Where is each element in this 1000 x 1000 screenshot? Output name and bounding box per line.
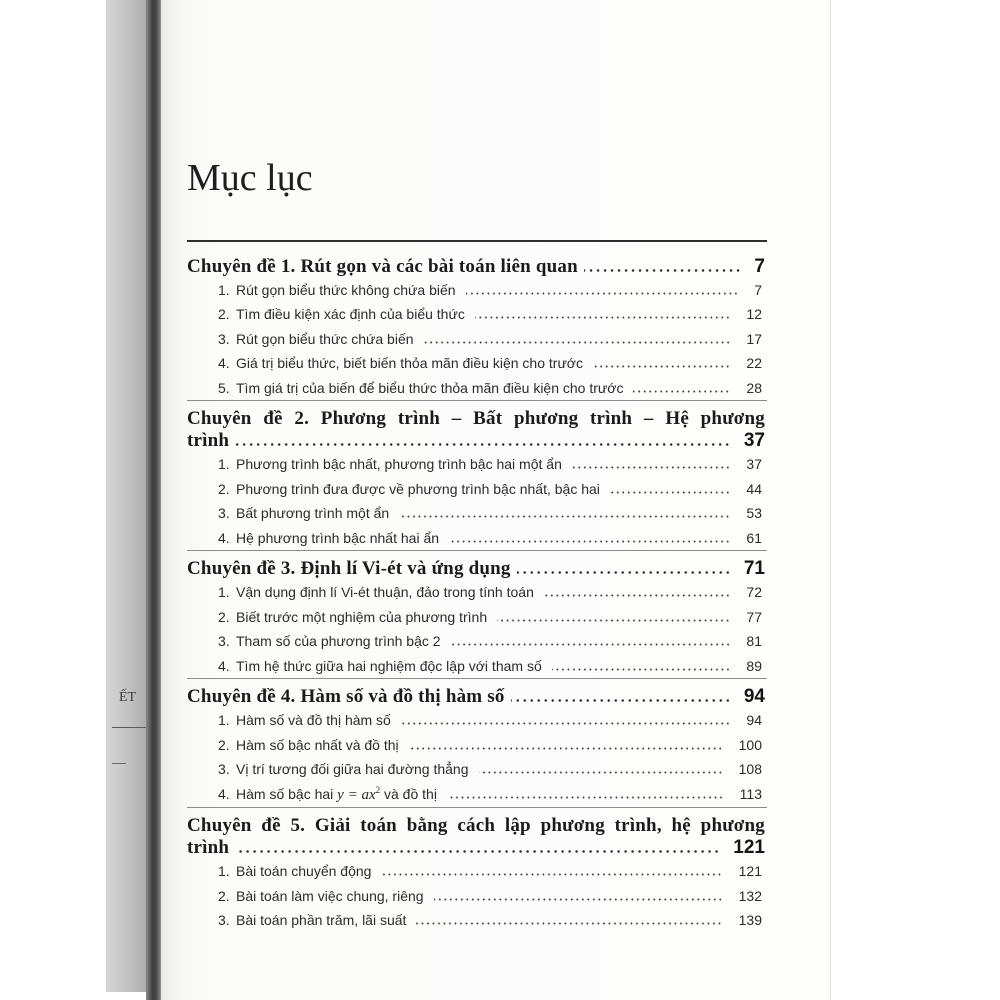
adjacent-page-text: ẾT bbox=[119, 690, 137, 705]
item-title-text-after: và đồ thị bbox=[380, 785, 437, 802]
item-title-text: Hàm số bậc hai bbox=[236, 785, 338, 802]
adjacent-page-rule bbox=[112, 763, 126, 764]
item-page-number: 22 bbox=[746, 355, 762, 371]
item-number: 4. bbox=[218, 355, 230, 371]
toc-item bbox=[187, 733, 767, 758]
toc-item bbox=[187, 708, 767, 733]
section-divider bbox=[187, 678, 767, 679]
item-number: 1. bbox=[218, 863, 230, 879]
item-title bbox=[236, 782, 437, 808]
math-expression: y = ax bbox=[337, 786, 376, 803]
dot-leader bbox=[399, 515, 730, 518]
dot-leader bbox=[466, 292, 739, 295]
adjacent-page-rule bbox=[112, 727, 148, 728]
item-title: Vị trí tương đối giữa hai đường thẳng bbox=[236, 761, 469, 777]
item-number: 4. bbox=[218, 529, 230, 546]
toc-section-1 bbox=[187, 254, 767, 402]
item-title: Hàm số bậc nhất và đồ thị bbox=[236, 736, 399, 753]
item-title: Bài toán phần trăm, lãi suất bbox=[236, 912, 407, 928]
toc-section-5 bbox=[187, 813, 767, 933]
dot-leader bbox=[401, 722, 731, 725]
adjacent-page-edge bbox=[106, 0, 148, 992]
dot-leader bbox=[416, 922, 722, 925]
toc-item bbox=[187, 477, 767, 502]
item-title: Tìm giá trị của biến để biểu thức thỏa mãn điều kiện cho trước bbox=[236, 379, 624, 396]
item-title: Hàm số và đồ thị hàm số bbox=[236, 712, 391, 728]
item-page-number: 81 bbox=[746, 633, 762, 649]
toc-item bbox=[187, 654, 767, 679]
item-number: 3. bbox=[218, 912, 230, 928]
item-title: Hệ phương trình bậc nhất hai ẩn bbox=[236, 529, 440, 546]
dot-leader bbox=[434, 898, 723, 901]
item-page-number: 139 bbox=[738, 912, 762, 928]
dot-leader bbox=[511, 699, 731, 702]
section-divider bbox=[187, 400, 767, 401]
item-number: 2. bbox=[218, 608, 230, 625]
dot-leader bbox=[593, 365, 730, 368]
section-heading bbox=[187, 254, 767, 278]
toc-item bbox=[187, 605, 767, 630]
item-title: Phương trình đưa được về phương trình bậc nhất, bậc hai bbox=[236, 480, 600, 497]
item-page-number: 113 bbox=[739, 785, 762, 802]
item-number: 3. bbox=[218, 505, 230, 521]
toc-item bbox=[187, 452, 767, 477]
section-page-number: 37 bbox=[743, 430, 765, 451]
item-title: Bài toán làm việc chung, riêng bbox=[236, 887, 424, 904]
section-heading-text: Chuyên đề 2. Phương trình – Bất phương trình – Hệ phương bbox=[187, 408, 765, 429]
item-number: 5. bbox=[218, 379, 230, 396]
item-page-number: 61 bbox=[746, 529, 762, 546]
toc-item bbox=[187, 376, 767, 401]
item-title: Rút gọn biểu thức chứa biến bbox=[236, 330, 414, 347]
dot-leader bbox=[552, 668, 731, 671]
section-page-number: 121 bbox=[733, 837, 765, 858]
toc-item bbox=[187, 526, 767, 551]
dot-leader bbox=[544, 594, 731, 597]
dot-leader bbox=[610, 491, 731, 494]
item-title: Vận dụng định lí Vi-ét thuận, đảo trong tính toán bbox=[236, 584, 534, 600]
dot-leader bbox=[517, 571, 731, 574]
toc-item bbox=[187, 580, 767, 605]
item-title: Bất phương trình một ẩn bbox=[236, 505, 390, 521]
item-page-number: 77 bbox=[746, 608, 762, 625]
item-number: 1. bbox=[218, 281, 230, 298]
toc-item bbox=[187, 278, 767, 303]
item-page-number: 121 bbox=[738, 863, 762, 879]
toc-item bbox=[187, 501, 767, 526]
section-heading-continuation: trình bbox=[187, 430, 230, 451]
section-page-number: 7 bbox=[754, 255, 765, 277]
dot-leader bbox=[235, 850, 720, 853]
book-spine-shadow bbox=[146, 0, 161, 1000]
item-title: Phương trình bậc nhất, phương trình bậc hai một ẩn bbox=[236, 456, 562, 472]
item-page-number: 132 bbox=[738, 887, 762, 904]
toc-item bbox=[187, 859, 767, 884]
item-page-number: 17 bbox=[746, 330, 762, 347]
item-title: Biết trước một nghiệm của phương trình bbox=[236, 608, 488, 625]
table-of-contents bbox=[187, 158, 767, 933]
dot-leader bbox=[381, 873, 722, 876]
section-heading bbox=[187, 406, 767, 452]
item-page-number: 53 bbox=[746, 505, 762, 521]
item-number: 3. bbox=[218, 761, 230, 777]
item-page-number: 108 bbox=[738, 761, 762, 777]
item-number: 4. bbox=[218, 785, 230, 802]
toc-item bbox=[187, 351, 767, 376]
dot-leader bbox=[449, 540, 730, 543]
dot-leader bbox=[475, 316, 731, 319]
item-number: 4. bbox=[218, 657, 230, 674]
toc-item bbox=[187, 629, 767, 654]
item-title: Rút gọn biểu thức không chứa biến bbox=[236, 281, 456, 298]
toc-item bbox=[187, 884, 767, 909]
item-page-number: 37 bbox=[746, 456, 762, 472]
section-heading bbox=[187, 813, 767, 859]
item-number: 3. bbox=[218, 633, 230, 649]
dot-leader bbox=[479, 771, 723, 774]
item-title: Tìm hệ thức giữa hai nghiệm độc lập với tham số bbox=[236, 657, 542, 674]
toc-section-2 bbox=[187, 406, 767, 551]
item-title: Tìm điều kiện xác định của biểu thức bbox=[236, 306, 465, 322]
item-page-number: 89 bbox=[746, 657, 762, 674]
item-page-number: 12 bbox=[746, 306, 762, 322]
section-heading-continuation: trình bbox=[187, 837, 230, 858]
item-page-number: 7 bbox=[754, 281, 762, 298]
item-title: Tham số của phương trình bậc 2 bbox=[236, 633, 441, 649]
toc-item bbox=[187, 327, 767, 352]
section-heading bbox=[187, 556, 767, 580]
toc-section-3 bbox=[187, 556, 767, 679]
dot-leader bbox=[572, 466, 731, 469]
dot-leader bbox=[633, 390, 730, 393]
item-page-number: 94 bbox=[746, 712, 762, 728]
page-title: Mục lục bbox=[187, 157, 313, 199]
toc-item bbox=[187, 757, 767, 782]
section-heading-text: Chuyên đề 5. Giải toán bằng cách lập phương trình, hệ phương bbox=[187, 815, 765, 836]
item-title: Bài toán chuyển động bbox=[236, 863, 372, 879]
section-divider bbox=[187, 807, 767, 808]
item-page-number: 28 bbox=[746, 379, 762, 396]
dot-leader bbox=[235, 443, 731, 446]
section-heading bbox=[187, 684, 767, 708]
item-page-number: 72 bbox=[746, 584, 762, 600]
dot-leader bbox=[447, 796, 724, 799]
item-number: 1. bbox=[218, 712, 230, 728]
item-number: 3. bbox=[218, 330, 230, 347]
item-number: 1. bbox=[218, 584, 230, 600]
title-rule bbox=[187, 240, 767, 242]
section-divider bbox=[187, 550, 767, 551]
item-number: 1. bbox=[218, 456, 230, 472]
dot-leader bbox=[584, 269, 742, 272]
item-title: Giá trị biểu thức, biết biến thỏa mãn điều kiện cho trước bbox=[236, 355, 583, 371]
math-exponent: 2 bbox=[375, 784, 381, 795]
item-page-number: 44 bbox=[746, 480, 762, 497]
section-page-number: 94 bbox=[743, 686, 765, 707]
item-number: 2. bbox=[218, 480, 230, 497]
section-page-number: 71 bbox=[743, 558, 765, 579]
dot-leader bbox=[424, 341, 731, 344]
item-page-number: 100 bbox=[738, 736, 762, 753]
section-heading-text: Chuyên đề 4. Hàm số và đồ thị hàm số bbox=[187, 686, 505, 707]
toc-section-4 bbox=[187, 684, 767, 808]
item-number: 2. bbox=[218, 306, 230, 322]
item-number: 2. bbox=[218, 887, 230, 904]
dot-leader bbox=[497, 619, 730, 622]
dot-leader bbox=[451, 643, 731, 646]
section-heading-text: Chuyên đề 3. Định lí Vi-ét và ứng dụng bbox=[187, 558, 511, 579]
toc-item bbox=[187, 302, 767, 327]
item-number: 2. bbox=[218, 736, 230, 753]
section-heading-text: Chuyên đề 1. Rút gọn và các bài toán liên quan bbox=[187, 255, 578, 277]
dot-leader bbox=[409, 747, 723, 750]
toc-item bbox=[187, 782, 767, 808]
toc-item bbox=[187, 908, 767, 933]
